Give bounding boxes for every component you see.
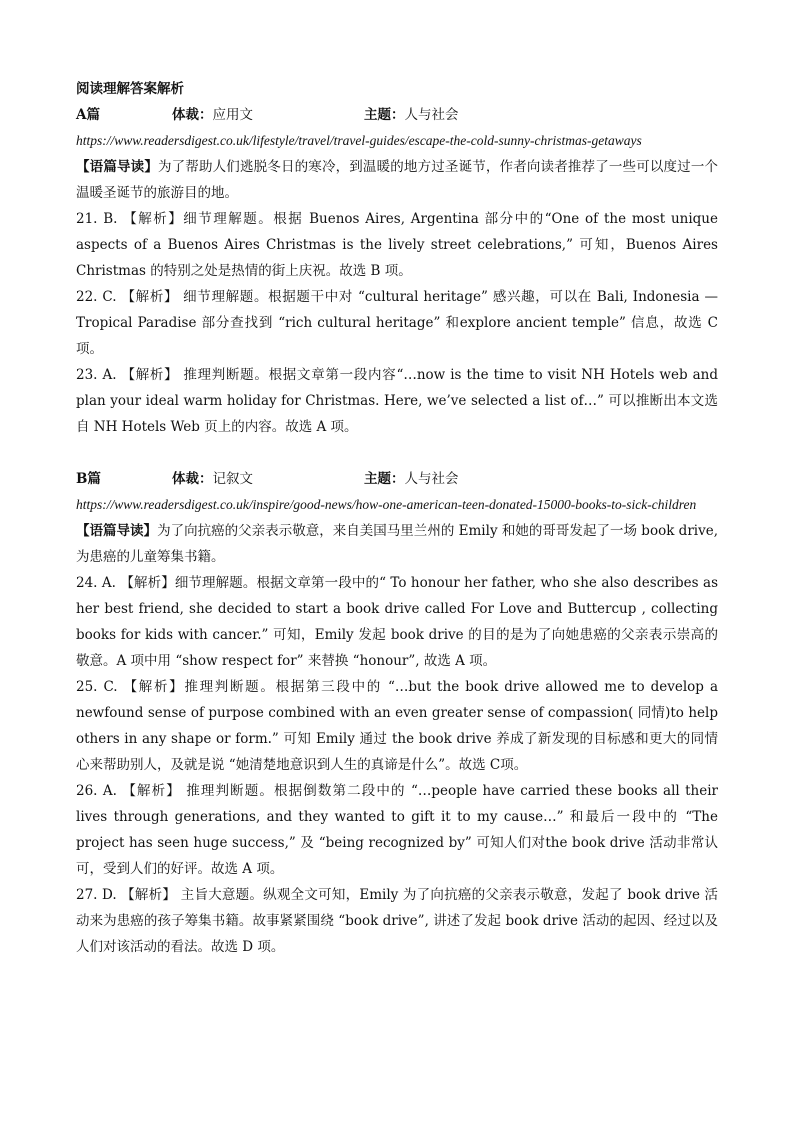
section-b-url: https://www.readersdigest.co.uk/inspire/good-news/how-one-american-teen-donated-15000-books-to-sick-children	[76, 497, 697, 512]
document-page	[76, 76, 718, 960]
answer-26: 26. A. 【解析】 推理判断题。根据倒数第二段中的 “…people have carried these books all their lives through generations, and they wanted to gift it to my cause…” 和最后一段中的 “The project has seen huge success,” 及 “being recognized by” 可知人们对the book drive 活动非常认可，受到人们的好评。故选 A 项。	[76, 783, 718, 877]
section-a-guide	[76, 154, 718, 206]
answer-21: 21. B. 【解析】细节理解题。根据 Buenos Aires, Argentina 部分中的“One of the most unique aspects of a Buenos Aires Christmas is the lively street celebrations,” 可知，Buenos Aires Christmas 的特别之处是热情的街上庆祝。故选 B 项。	[76, 211, 718, 279]
section-b-genre: 体裁：记叙文	[172, 471, 253, 487]
section-a-url: https://www.readersdigest.co.uk/lifestyle/travel/travel-guides/escape-the-cold-sunny-christmas-getaways	[76, 133, 642, 148]
guide-tag: 【语篇导读】	[76, 523, 158, 539]
page-title: 阅读理解答案解析	[76, 81, 184, 97]
section-a-name: A篇	[76, 107, 100, 123]
section-a-theme: 主题：人与社会	[364, 107, 459, 123]
section-a-genre: 体裁：应用文	[172, 107, 253, 123]
section-b-meta	[76, 466, 718, 492]
answer-27: 27. D. 【解析】 主旨大意题。纵观全文可知，Emily 为了向抗癌的父亲表示敬意，发起了 book drive 活动来为患癌的孩子筹集书籍。故事紧紧围绕 “book drive”, 讲述了发起 book drive 活动的起因、经过以及人们对该活动的看法。故选 D 项。	[76, 887, 718, 955]
section-a-meta	[76, 102, 718, 128]
section-b-name: B篇	[76, 471, 101, 487]
section-gap	[76, 440, 718, 466]
answer-23: 23. A. 【解析】 推理判断题。根据文章第一段内容“…now is the time to visit NH Hotels web and plan your ideal warm holiday for Christmas. Here, we’ve selected a list of…” 可以推断出本文选自 NH Hotels Web 页上的内容。故选 A 项。	[76, 367, 718, 435]
section-b-guide	[76, 518, 718, 570]
section-b-theme: 主题：人与社会	[364, 471, 459, 487]
answer-25: 25. C. 【解析】推理判断题。根据第三段中的 “…but the book drive allowed me to develop a newfound sense of purpose combined with an even greater sense of compassion( 同情)to help others in any shape or form.” 可知 Emily 通过 the book drive 养成了新发现的目标感和更大的同情心来帮助别人，及就是说 “她清楚地意识到人生的真谛是什么”。故选 C项。	[76, 679, 718, 773]
answer-24: 24. A. 【解析】细节理解题。根据文章第一段中的“ To honour her father, who she also describes as her best friend, she decided to start a book drive called For Love and Buttercup , collecting books for kids with cancer.” 可知，Emily 发起 book drive 的目的是为了向她患癌的父亲表示崇高的敬意。A 项中用 “show respect for” 来替换 “honour”, 故选 A 项。	[76, 575, 718, 669]
guide-text: 为了帮助人们逃脱冬日的寒冷，到温暖的地方过圣诞节，作者向读者推荐了一些可以度过一个温暖圣诞节的旅游目的地。	[76, 159, 719, 201]
guide-tag: 【语篇导读】	[76, 159, 158, 175]
answer-22: 22. C. 【解析】 细节理解题。根据题干中对 “cultural heritage” 感兴趣，可以在 Bali, Indonesia — Tropical Paradise 部分查找到 “rich cultural heritage” 和explore ancient temple” 信息，故选 C项。	[76, 289, 718, 357]
guide-text: 为了向抗癌的父亲表示敬意，来自美国马里兰州的 Emily 和她的哥哥发起了一场 book drive, 为患癌的儿童筹集书籍。	[76, 523, 718, 565]
